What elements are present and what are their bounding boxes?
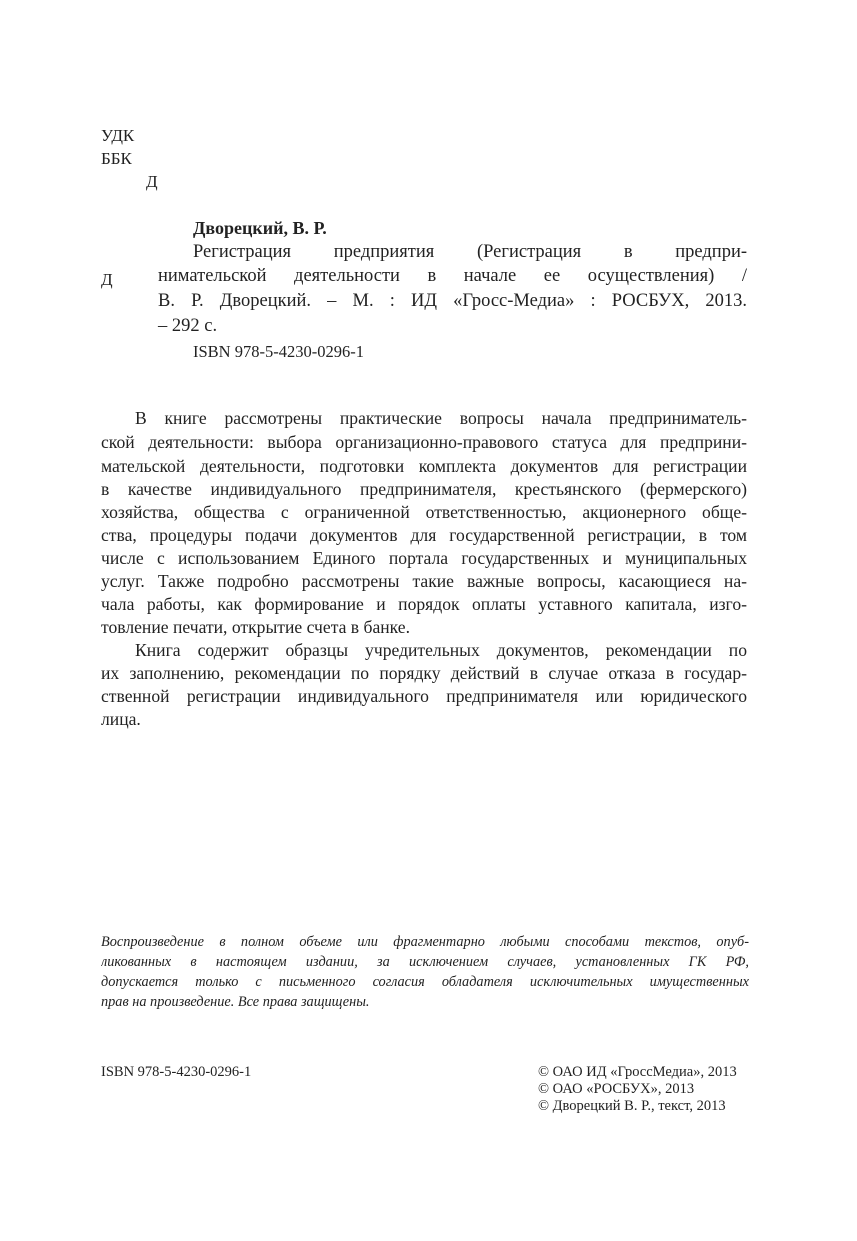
author-name: Дворецкий, В. Р.: [193, 218, 327, 238]
bib-line: нимательской деятельности в начале ее осуществления) /: [158, 266, 747, 286]
author-mark: Д: [146, 172, 158, 191]
annotation-line: товление печати, открытие счета в банке.: [101, 617, 410, 637]
copyright-publisher: © ОАО ИД «ГроссМедиа», 2013: [538, 1064, 737, 1080]
copyright-notice-line: допускается только с письменного согласия обладателя исключительных имущественных: [101, 974, 749, 990]
bib-line: – 292 с.: [158, 316, 218, 336]
annotation-line: Книга содержит образцы учредительных документов, рекомендации по: [135, 640, 747, 660]
author-mark-left: Д: [101, 270, 113, 289]
annotation-line: хозяйства, общества с ограниченной ответственностью, акционерного обще-: [101, 502, 747, 522]
annotation-line: ской деятельности: выбора организационно-правового статуса для предприни-: [101, 432, 747, 452]
footer-isbn: ISBN 978-5-4230-0296-1: [101, 1064, 252, 1080]
annotation-line: лица.: [101, 709, 141, 729]
copyright-notice-line: ликованных в настоящем издании, за исключением случаев, установленных ГК РФ,: [101, 954, 749, 970]
annotation-line: мательской деятельности, подготовки комплекта документов для регистрации: [101, 456, 747, 476]
annotation-line: услуг. Также подробно рассмотрены такие важные вопросы, касающиеся на-: [101, 571, 747, 591]
annotation-line: их заполнению, рекомендации по порядку действий в случае отказа в государ-: [101, 663, 747, 683]
copyright-author: © Дворецкий В. Р., текст, 2013: [538, 1098, 726, 1114]
annotation-line: чала работы, как формирование и порядок оплаты уставного капитала, изго-: [101, 594, 747, 614]
bbk-label: ББК: [101, 149, 132, 168]
bib-line: В. Р. Дворецкий. – М. : ИД «Гросс-Медиа» : РОСБУХ, 2013.: [158, 291, 747, 311]
copyright-rosbuh: © ОАО «РОСБУХ», 2013: [538, 1081, 695, 1097]
annotation-line: числе с использованием Единого портала государственных и муниципальных: [101, 548, 747, 568]
bib-isbn: ISBN 978-5-4230-0296-1: [193, 342, 364, 361]
annotation-line: ственной регистрации индивидуального предпринимателя или юридического: [101, 686, 747, 706]
udk-label: УДК: [101, 126, 135, 145]
annotation-line: В книге рассмотрены практические вопросы начала предприниматель-: [135, 408, 747, 428]
annotation-line: в качестве индивидуального предпринимателя, крестьянского (фермерского): [101, 479, 747, 499]
annotation-line: ства, процедуры подачи документов для государственной регистрации, в том: [101, 525, 747, 545]
copyright-notice-line: прав на произведение. Все права защищены.: [101, 994, 370, 1010]
copyright-notice-line: Воспроизведение в полном объеме или фрагментарно любыми способами текстов, опуб-: [101, 934, 749, 950]
bib-line: Регистрация предприятия (Регистрация в предпри-: [193, 242, 747, 262]
